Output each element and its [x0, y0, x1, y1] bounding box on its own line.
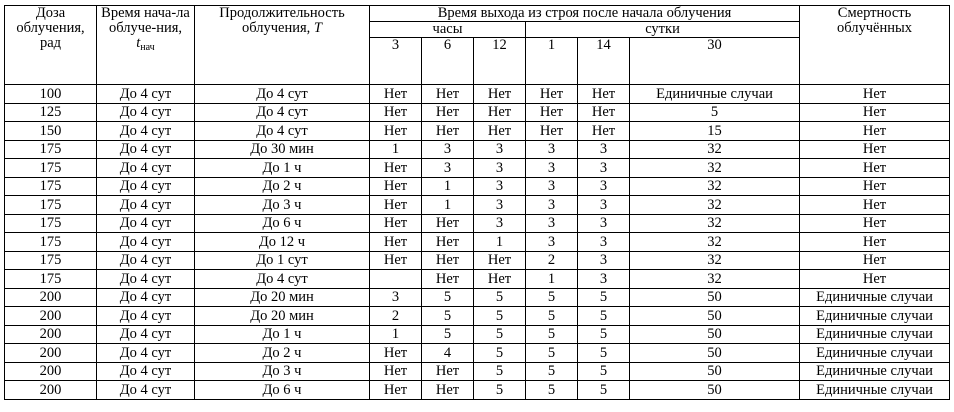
table-row — [5, 85, 950, 104]
mortality-cell: Нет — [800, 214, 950, 233]
hour-12-cell: 5 — [474, 325, 526, 344]
duration-cell: До 20 мин — [195, 307, 370, 326]
hour-12-cell: 3 — [474, 159, 526, 178]
mortality-cell: Нет — [800, 140, 950, 159]
start-cell: До 4 сут — [97, 381, 195, 400]
mortality-cell: Нет — [800, 251, 950, 270]
mortality-cell: Единичные случаи — [800, 344, 950, 363]
dose-cell: 175 — [5, 251, 97, 270]
mortality-cell: Нет — [800, 196, 950, 215]
header-dose: Доза облучения, рад — [5, 6, 97, 85]
table-row — [5, 140, 950, 159]
hour-6-cell: 5 — [422, 307, 474, 326]
header-duration-label: Продолжительность облучения, — [219, 5, 345, 37]
hour-3-cell: 3 — [370, 288, 422, 307]
hour-12-cell: Нет — [474, 251, 526, 270]
day-14-cell: 3 — [578, 140, 630, 159]
day-14-cell: 3 — [578, 233, 630, 252]
hour-12-cell: 3 — [474, 214, 526, 233]
duration-cell: До 3 ч — [195, 362, 370, 381]
header-failure-time: Время выхода из строя после начала облучения — [370, 6, 800, 22]
hour-6-cell: Нет — [422, 103, 474, 122]
day-30-cell: 50 — [630, 307, 800, 326]
dose-cell: 200 — [5, 325, 97, 344]
day-30-cell: 32 — [630, 233, 800, 252]
mortality-cell: Единичные случаи — [800, 307, 950, 326]
hour-6-cell: Нет — [422, 362, 474, 381]
hour-6-cell: Нет — [422, 85, 474, 104]
hour-3-cell: 2 — [370, 307, 422, 326]
header-hour-3: 3 — [370, 38, 422, 85]
dose-cell: 175 — [5, 140, 97, 159]
day-14-cell: Нет — [578, 122, 630, 141]
hour-3-cell: 1 — [370, 140, 422, 159]
start-cell: До 4 сут — [97, 233, 195, 252]
mortality-cell: Нет — [800, 159, 950, 178]
hour-3-cell: Нет — [370, 251, 422, 270]
header-start-time-symbol: t — [136, 35, 141, 52]
table-row — [5, 159, 950, 178]
hour-6-cell: Нет — [422, 251, 474, 270]
day-30-cell: 50 — [630, 325, 800, 344]
header-duration — [195, 6, 370, 85]
hour-12-cell: 5 — [474, 362, 526, 381]
hour-6-cell: Нет — [422, 214, 474, 233]
day-30-cell: 50 — [630, 362, 800, 381]
mortality-cell: Нет — [800, 270, 950, 289]
day-30-cell: 32 — [630, 270, 800, 289]
start-cell: До 4 сут — [97, 159, 195, 178]
hour-12-cell: 3 — [474, 140, 526, 159]
day-1-cell: 5 — [526, 307, 578, 326]
hour-3-cell: Нет — [370, 344, 422, 363]
day-14-cell: 5 — [578, 362, 630, 381]
dose-cell: 125 — [5, 103, 97, 122]
dose-cell: 175 — [5, 159, 97, 178]
start-cell: До 4 сут — [97, 270, 195, 289]
table-row — [5, 233, 950, 252]
hour-12-cell: Нет — [474, 122, 526, 141]
day-30-cell: 32 — [630, 140, 800, 159]
duration-cell: До 6 ч — [195, 381, 370, 400]
hour-6-cell: 5 — [422, 325, 474, 344]
day-1-cell: 3 — [526, 140, 578, 159]
day-30-cell: 32 — [630, 251, 800, 270]
day-1-cell: Нет — [526, 122, 578, 141]
hour-12-cell: 5 — [474, 288, 526, 307]
header-start-time-label: Время нача-ла облуче-ния, — [101, 5, 190, 37]
start-cell: До 4 сут — [97, 177, 195, 196]
duration-cell: До 12 ч — [195, 233, 370, 252]
duration-cell: До 4 сут — [195, 270, 370, 289]
duration-cell: До 20 мин — [195, 288, 370, 307]
table-row — [5, 103, 950, 122]
dose-cell: 200 — [5, 362, 97, 381]
duration-cell: До 6 ч — [195, 214, 370, 233]
day-1-cell: 3 — [526, 233, 578, 252]
day-1-cell: 5 — [526, 362, 578, 381]
day-1-cell: 1 — [526, 270, 578, 289]
mortality-cell: Нет — [800, 233, 950, 252]
day-1-cell: 3 — [526, 196, 578, 215]
hour-12-cell: Нет — [474, 270, 526, 289]
day-14-cell: 5 — [578, 381, 630, 400]
start-cell: До 4 сут — [97, 325, 195, 344]
dose-cell: 175 — [5, 177, 97, 196]
hour-6-cell: 3 — [422, 140, 474, 159]
day-14-cell: 5 — [578, 325, 630, 344]
table-row — [5, 214, 950, 233]
start-cell: До 4 сут — [97, 251, 195, 270]
hour-3-cell: Нет — [370, 85, 422, 104]
hour-3-cell: Нет — [370, 214, 422, 233]
duration-cell: До 2 ч — [195, 344, 370, 363]
hour-6-cell: Нет — [422, 233, 474, 252]
hour-6-cell: 5 — [422, 288, 474, 307]
dose-cell: 200 — [5, 381, 97, 400]
hour-12-cell: 3 — [474, 196, 526, 215]
table-row — [5, 381, 950, 400]
header-hour-12: 12 — [474, 38, 526, 85]
header-day-30: 30 — [630, 38, 800, 85]
hour-12-cell: 5 — [474, 344, 526, 363]
hour-3-cell: Нет — [370, 122, 422, 141]
mortality-cell: Единичные случаи — [800, 325, 950, 344]
dose-cell: 175 — [5, 270, 97, 289]
start-cell: До 4 сут — [97, 196, 195, 215]
hour-3-cell: Нет — [370, 103, 422, 122]
day-1-cell: Нет — [526, 103, 578, 122]
day-30-cell: 5 — [630, 103, 800, 122]
duration-cell: До 30 мин — [195, 140, 370, 159]
day-1-cell: 3 — [526, 159, 578, 178]
day-1-cell: 5 — [526, 288, 578, 307]
day-14-cell: 3 — [578, 159, 630, 178]
table-row — [5, 307, 950, 326]
hour-6-cell: 3 — [422, 159, 474, 178]
hour-3-cell: 1 — [370, 325, 422, 344]
hour-3-cell: Нет — [370, 177, 422, 196]
day-14-cell: 5 — [578, 288, 630, 307]
header-day-1: 1 — [526, 38, 578, 85]
start-cell: До 4 сут — [97, 122, 195, 141]
day-14-cell: 3 — [578, 251, 630, 270]
day-30-cell: Единичные случаи — [630, 85, 800, 104]
hour-3-cell: Нет — [370, 362, 422, 381]
duration-cell: До 4 сут — [195, 85, 370, 104]
day-1-cell: 2 — [526, 251, 578, 270]
day-14-cell: 3 — [578, 214, 630, 233]
hour-3-cell: Нет — [370, 159, 422, 178]
dose-cell: 175 — [5, 233, 97, 252]
hour-3-cell: Нет — [370, 233, 422, 252]
start-cell: До 4 сут — [97, 214, 195, 233]
hour-6-cell: Нет — [422, 122, 474, 141]
table-row — [5, 177, 950, 196]
table-row — [5, 344, 950, 363]
day-30-cell: 32 — [630, 177, 800, 196]
mortality-cell: Нет — [800, 177, 950, 196]
dose-cell: 200 — [5, 344, 97, 363]
table-row — [5, 362, 950, 381]
hour-3-cell: Нет — [370, 381, 422, 400]
start-cell: До 4 сут — [97, 103, 195, 122]
mortality-cell: Нет — [800, 85, 950, 104]
hour-6-cell: Нет — [422, 270, 474, 289]
hour-12-cell: 5 — [474, 381, 526, 400]
start-cell: До 4 сут — [97, 362, 195, 381]
day-30-cell: 50 — [630, 288, 800, 307]
day-14-cell: 5 — [578, 307, 630, 326]
hour-12-cell: Нет — [474, 85, 526, 104]
day-1-cell: 5 — [526, 344, 578, 363]
header-mortality: Смертность облучённых — [800, 6, 950, 85]
table-row — [5, 288, 950, 307]
header-start-time-subscript: нач — [140, 42, 155, 54]
dose-cell: 100 — [5, 85, 97, 104]
day-1-cell: 3 — [526, 214, 578, 233]
day-14-cell: Нет — [578, 85, 630, 104]
header-hour-6: 6 — [422, 38, 474, 85]
day-30-cell: 32 — [630, 196, 800, 215]
header-day-14: 14 — [578, 38, 630, 85]
table-row — [5, 251, 950, 270]
hour-12-cell: 1 — [474, 233, 526, 252]
mortality-cell: Единичные случаи — [800, 362, 950, 381]
start-cell: До 4 сут — [97, 140, 195, 159]
hour-12-cell: 3 — [474, 177, 526, 196]
hour-6-cell: 1 — [422, 196, 474, 215]
day-1-cell: 3 — [526, 177, 578, 196]
day-30-cell: 50 — [630, 344, 800, 363]
mortality-cell: Единичные случаи — [800, 288, 950, 307]
hour-12-cell: Нет — [474, 103, 526, 122]
table-row — [5, 270, 950, 289]
table-row — [5, 122, 950, 141]
hour-6-cell: 1 — [422, 177, 474, 196]
day-14-cell: 3 — [578, 270, 630, 289]
start-cell: До 4 сут — [97, 85, 195, 104]
day-14-cell: 3 — [578, 196, 630, 215]
table-row — [5, 325, 950, 344]
mortality-cell: Нет — [800, 122, 950, 141]
start-cell: До 4 сут — [97, 344, 195, 363]
day-1-cell: 5 — [526, 325, 578, 344]
dose-cell: 175 — [5, 196, 97, 215]
duration-cell: До 4 сут — [195, 103, 370, 122]
day-30-cell: 32 — [630, 159, 800, 178]
table-header — [5, 6, 950, 85]
hour-12-cell: 5 — [474, 307, 526, 326]
hour-6-cell: 4 — [422, 344, 474, 363]
day-14-cell: 3 — [578, 177, 630, 196]
day-1-cell: 5 — [526, 381, 578, 400]
mortality-cell: Единичные случаи — [800, 381, 950, 400]
header-days-group: сутки — [526, 22, 800, 38]
start-cell: До 4 сут — [97, 288, 195, 307]
duration-cell: До 1 ч — [195, 159, 370, 178]
dose-cell: 200 — [5, 288, 97, 307]
radiation-table — [4, 5, 950, 400]
duration-cell: До 3 ч — [195, 196, 370, 215]
day-30-cell: 15 — [630, 122, 800, 141]
dose-cell: 150 — [5, 122, 97, 141]
table-row — [5, 196, 950, 215]
day-30-cell: 32 — [630, 214, 800, 233]
dose-cell: 175 — [5, 214, 97, 233]
header-duration-symbol: T — [313, 20, 322, 37]
hour-3-cell — [370, 270, 422, 289]
duration-cell: До 4 сут — [195, 122, 370, 141]
mortality-cell: Нет — [800, 103, 950, 122]
start-cell: До 4 сут — [97, 307, 195, 326]
duration-cell: До 2 ч — [195, 177, 370, 196]
header-hours-group: часы — [370, 22, 526, 38]
day-14-cell: Нет — [578, 103, 630, 122]
day-1-cell: Нет — [526, 85, 578, 104]
day-30-cell: 50 — [630, 381, 800, 400]
day-14-cell: 5 — [578, 344, 630, 363]
header-start-time — [97, 6, 195, 85]
duration-cell: До 1 сут — [195, 251, 370, 270]
duration-cell: До 1 ч — [195, 325, 370, 344]
hour-6-cell: Нет — [422, 381, 474, 400]
hour-3-cell: Нет — [370, 196, 422, 215]
table-body — [5, 85, 950, 400]
dose-cell: 200 — [5, 307, 97, 326]
